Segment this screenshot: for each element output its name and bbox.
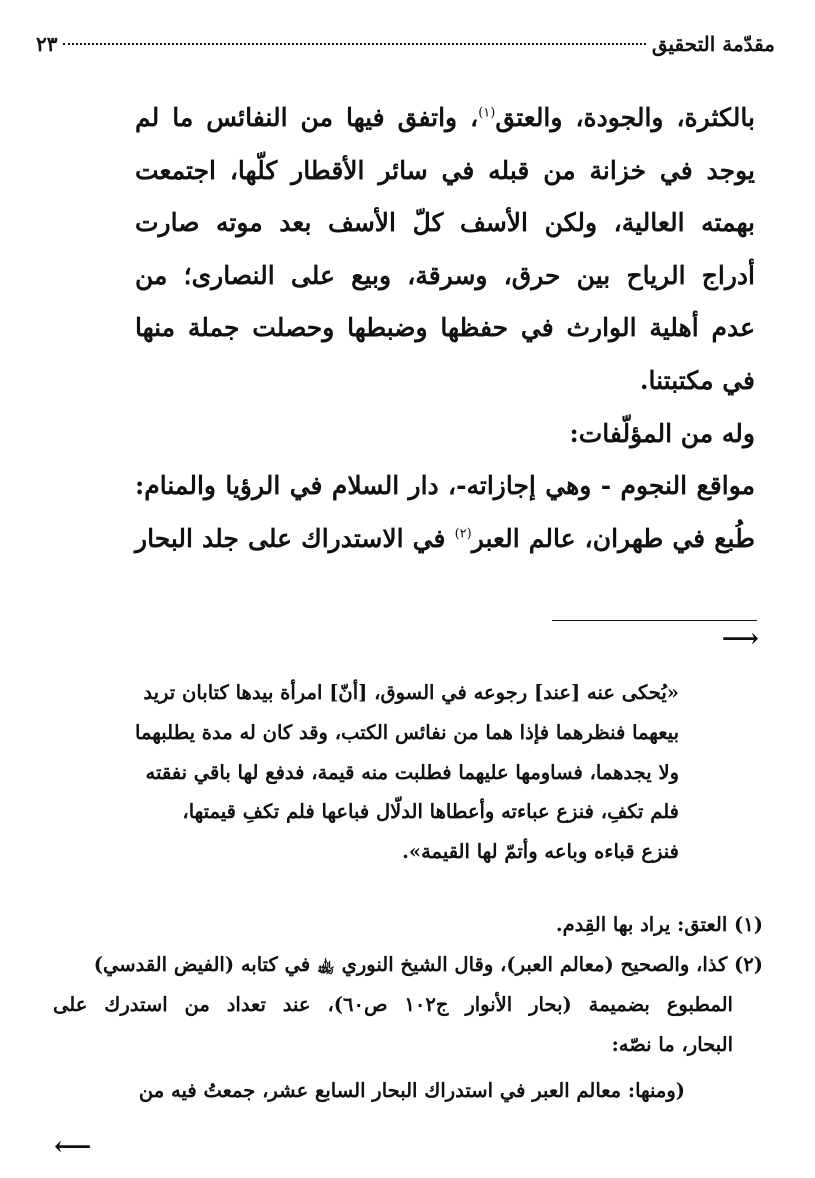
footnote-2: (٢) كذا، والصحيح (معالم العبر)، وقال الشيخ النوري ﵀ في كتابه (الفيض القدسي) [93, 953, 763, 976]
text-line: بالكثرة، والجودة، والعتق$^{(١)}$، واتفق فيها من النفائس ما لم [135, 103, 755, 132]
page-number: ٢٣ [36, 32, 58, 56]
text-line: مواقع النجوم - وهي إجازاته-، دار السلام في الرؤيا والمنام: [135, 471, 755, 501]
footnote-line: فلم تكفِ، فنزع عباءته وأعطاها الدلّال فباعها فلم تكفِ قيمتها، [182, 800, 679, 824]
footnote-line: بيعهما فنظرهما فإذا هما من نفائس الكتب، وقد كان له مدة يطلبهما [135, 720, 679, 744]
footnote-line: «يُحكى عنه [عند] رجوعه في السوق، [أنّ] امرأة بيدها كتابان تريد [143, 681, 679, 704]
footnote-line: ولا يجدهما، فساومها عليهما فطلبت منه قيمة، فدفع لها باقي نفقته [145, 760, 679, 784]
header-dot-leader [63, 43, 645, 45]
continuation-arrow-icon: ⟵ [54, 1132, 92, 1162]
text-line: يوجد في خزانة من قبله في سائر الأقطار كلّها، اجتمعت [135, 155, 755, 185]
header-title: مقدّمة التحقيق [651, 32, 775, 56]
text-line: بهمته العالية، ولكن الأسف كلّ الأسف بعد موته صارت [135, 208, 755, 238]
main-text [135, 92, 755, 565]
text-line: في مكتبتنا. [639, 365, 755, 395]
text-line: أدراج الرياح بين حرق، وسرقة، وبيع على النصارى؛ من [135, 260, 755, 290]
footnotes [53, 905, 763, 1111]
continuation-arrow-icon: ⟶ [721, 624, 759, 654]
footnote-ref-2: (٢) [454, 526, 472, 542]
continued-footnote [109, 673, 679, 872]
footnote-ref-1: (١) [478, 105, 496, 121]
footnote-2-line: البحار، ما نصّه: [611, 1033, 733, 1056]
footnote-line: فنزع قباءه وباعه وأتمّ لها القيمة». [402, 840, 679, 864]
text-line: وله من المؤلّفات: [569, 418, 755, 448]
text-line: طُبع في طهران، عالم العبر$^{(٢)}$ في الاستدراك على جلد البحار [135, 523, 755, 553]
running-header [36, 32, 775, 62]
text-line: عدم أهلية الوارث في حفظها وضبطها وحصلت جملة منها [135, 313, 755, 343]
footnote-2-line: المطبوع بضميمة (بحار الأنوار ج١٠٢ ص٦٠)، عند تعداد من استدرك على [53, 993, 733, 1016]
footnote-separator [552, 620, 757, 621]
footnote-1: (١) العتق: يراد بها القِدم. [555, 913, 763, 936]
footnote-2-quote: (ومنها: معالم العبر في استدراك البحار السابع عشر، جمعتُ فيه من [138, 1079, 685, 1102]
